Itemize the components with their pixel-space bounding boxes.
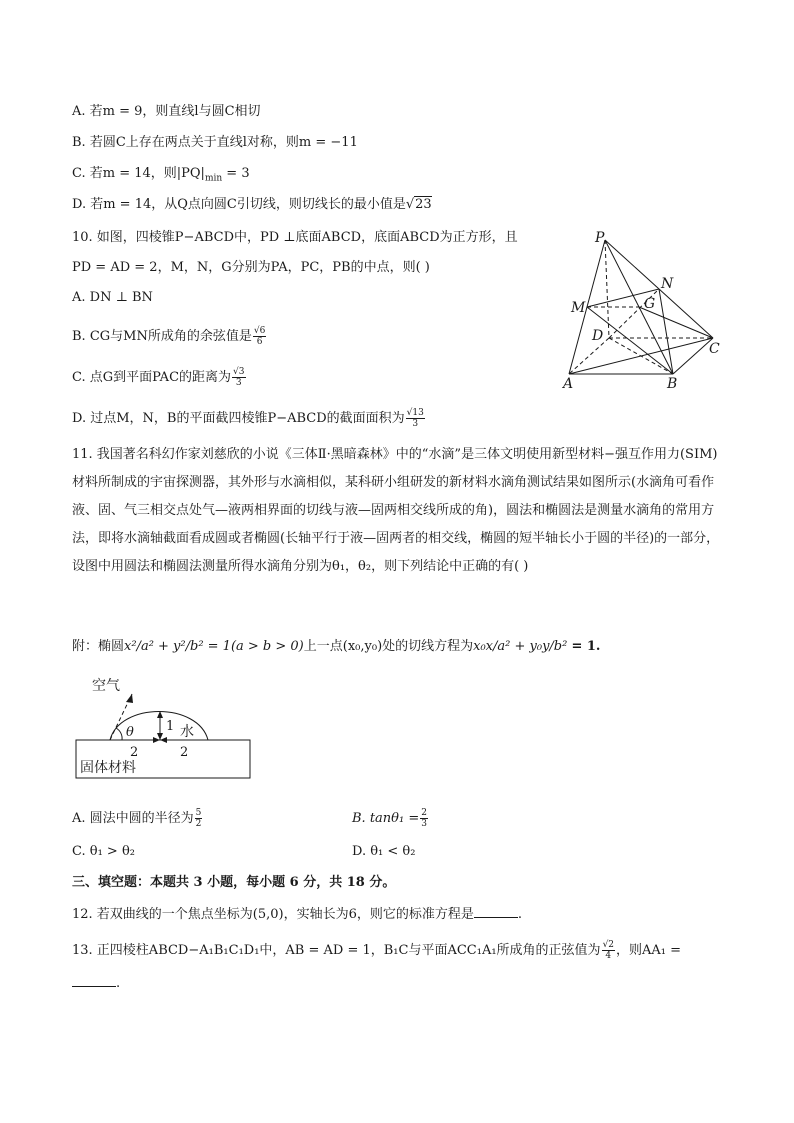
q11-option-d: D. θ₁ < θ₂	[352, 844, 416, 859]
right-width-arrowhead	[160, 737, 167, 743]
pyramid-figure	[555, 228, 735, 398]
label-half-width-left: 2	[130, 745, 139, 760]
height-arrowhead-bottom	[157, 733, 163, 740]
q13-stem: 13. 正四棱柱ABCD−A₁B₁C₁D₁中，AB = AD = 1，B₁C与平面ACC₁A₁所成角的正弦值为 $\frac{√2}{4}$ ，则AA₁ =	[72, 940, 682, 961]
q9-option-a: A. 若m = 9，则直线l与圆C相切	[72, 104, 261, 119]
label-height: 1	[166, 719, 175, 734]
label-B: B	[667, 376, 678, 392]
q13-answer-line: .	[72, 974, 120, 993]
q10-stem-line2: PD = AD = 2，M，N，G分别为PA，PC，PB的中点，则( )	[72, 260, 430, 275]
droplet-figure	[72, 672, 257, 784]
label-water: 水	[180, 724, 194, 740]
label-G: G	[644, 296, 656, 312]
q10-stem-line1: 10. 如图，四棱锥P−ABCD中，PD ⊥底面ABCD，底面ABCD为正方形，且	[72, 230, 518, 245]
label-N: N	[661, 276, 674, 292]
q10-option-d: D. 过点M，N，B的平面截四棱锥P−ABCD的截面面积为 $\frac{√13}{3}$	[72, 408, 424, 429]
q11-option-a: A. 圆法中圆的半径为 $\frac{5}{2}$	[72, 808, 202, 829]
label-solid: 固体材料	[80, 760, 136, 776]
label-P: P	[595, 230, 605, 246]
angle-arc	[116, 728, 122, 740]
tangent-arrowhead	[126, 694, 133, 703]
label-D: D	[592, 328, 604, 344]
q10-option-c: C. 点G到平面PAC的距离为 $\frac{√3}{3}$	[72, 367, 245, 388]
q13-answer-blank[interactable]	[72, 974, 116, 987]
label-M: M	[571, 300, 586, 316]
q9-option-c: C. 若m = 14，则$|PQ|_{min} = 3$	[72, 166, 250, 184]
q12-answer-blank[interactable]	[474, 905, 518, 918]
label-theta: θ	[126, 725, 134, 740]
q9-option-b: B. 若圆C上存在两点关于直线l对称，则m = −11	[72, 135, 358, 150]
q12-stem: 12. 若双曲线的一个焦点坐标为(5,0)，实轴长为6，则它的标准方程是 .	[72, 907, 523, 922]
label-C: C	[709, 341, 720, 357]
q11-stem: 11. 我国著名科幻作家刘慈欣的小说《三体Ⅱ·黑暗森林》中的“水滴”是三体文明使用新型材料−强互作用力(SIM)材料所制成的宇宙探测器，其外形与水滴相似，某科研小组研发的新材料水滴角测试结果如图所示(水滴角可看作液、固、气三相交点处气—液两相界面的切线与液—固两相交线所成的角)，圆法和椭圆法是测量水滴角的常用方法，即将水滴轴截面看成圆或者椭圆(长轴平行于液—固两者的相交线，椭圆的短半轴长小于圆的半径)的一部分，设图中用圆法和椭圆法测量所得水滴角分别为θ₁，θ₂，则下列结论中正确的有( )	[72, 447, 720, 574]
q11-option-c: C. θ₁ > θ₂	[72, 844, 135, 859]
left-width-arrowhead	[153, 737, 160, 743]
label-air: 空气	[92, 678, 120, 694]
section-3-heading: 三、填空题：本题共 3 小题，每小题 6 分，共 18 分。	[72, 875, 396, 890]
label-A: A	[563, 376, 574, 392]
q11-option-b: B. tanθ₁ = $\frac{2}{3}$	[352, 808, 427, 829]
q10-option-a: A. DN ⊥ BN	[72, 290, 153, 305]
q10-option-b: B. CG与MN所成角的余弦值是 $\frac{√6}{6}$	[72, 326, 266, 347]
label-half-width-right: 2	[180, 745, 189, 760]
q11-note: 附：椭圆x²/a² + y²/b² = 1(a > b > 0)上一点(x₀,y₀)处的切线方程为x₀x/a² + y₀y/b² = 1.	[72, 639, 601, 654]
q9-option-d: D. 若m = 14，从Q点向圆C引切线，则切线长的最小值是√23	[72, 197, 432, 212]
